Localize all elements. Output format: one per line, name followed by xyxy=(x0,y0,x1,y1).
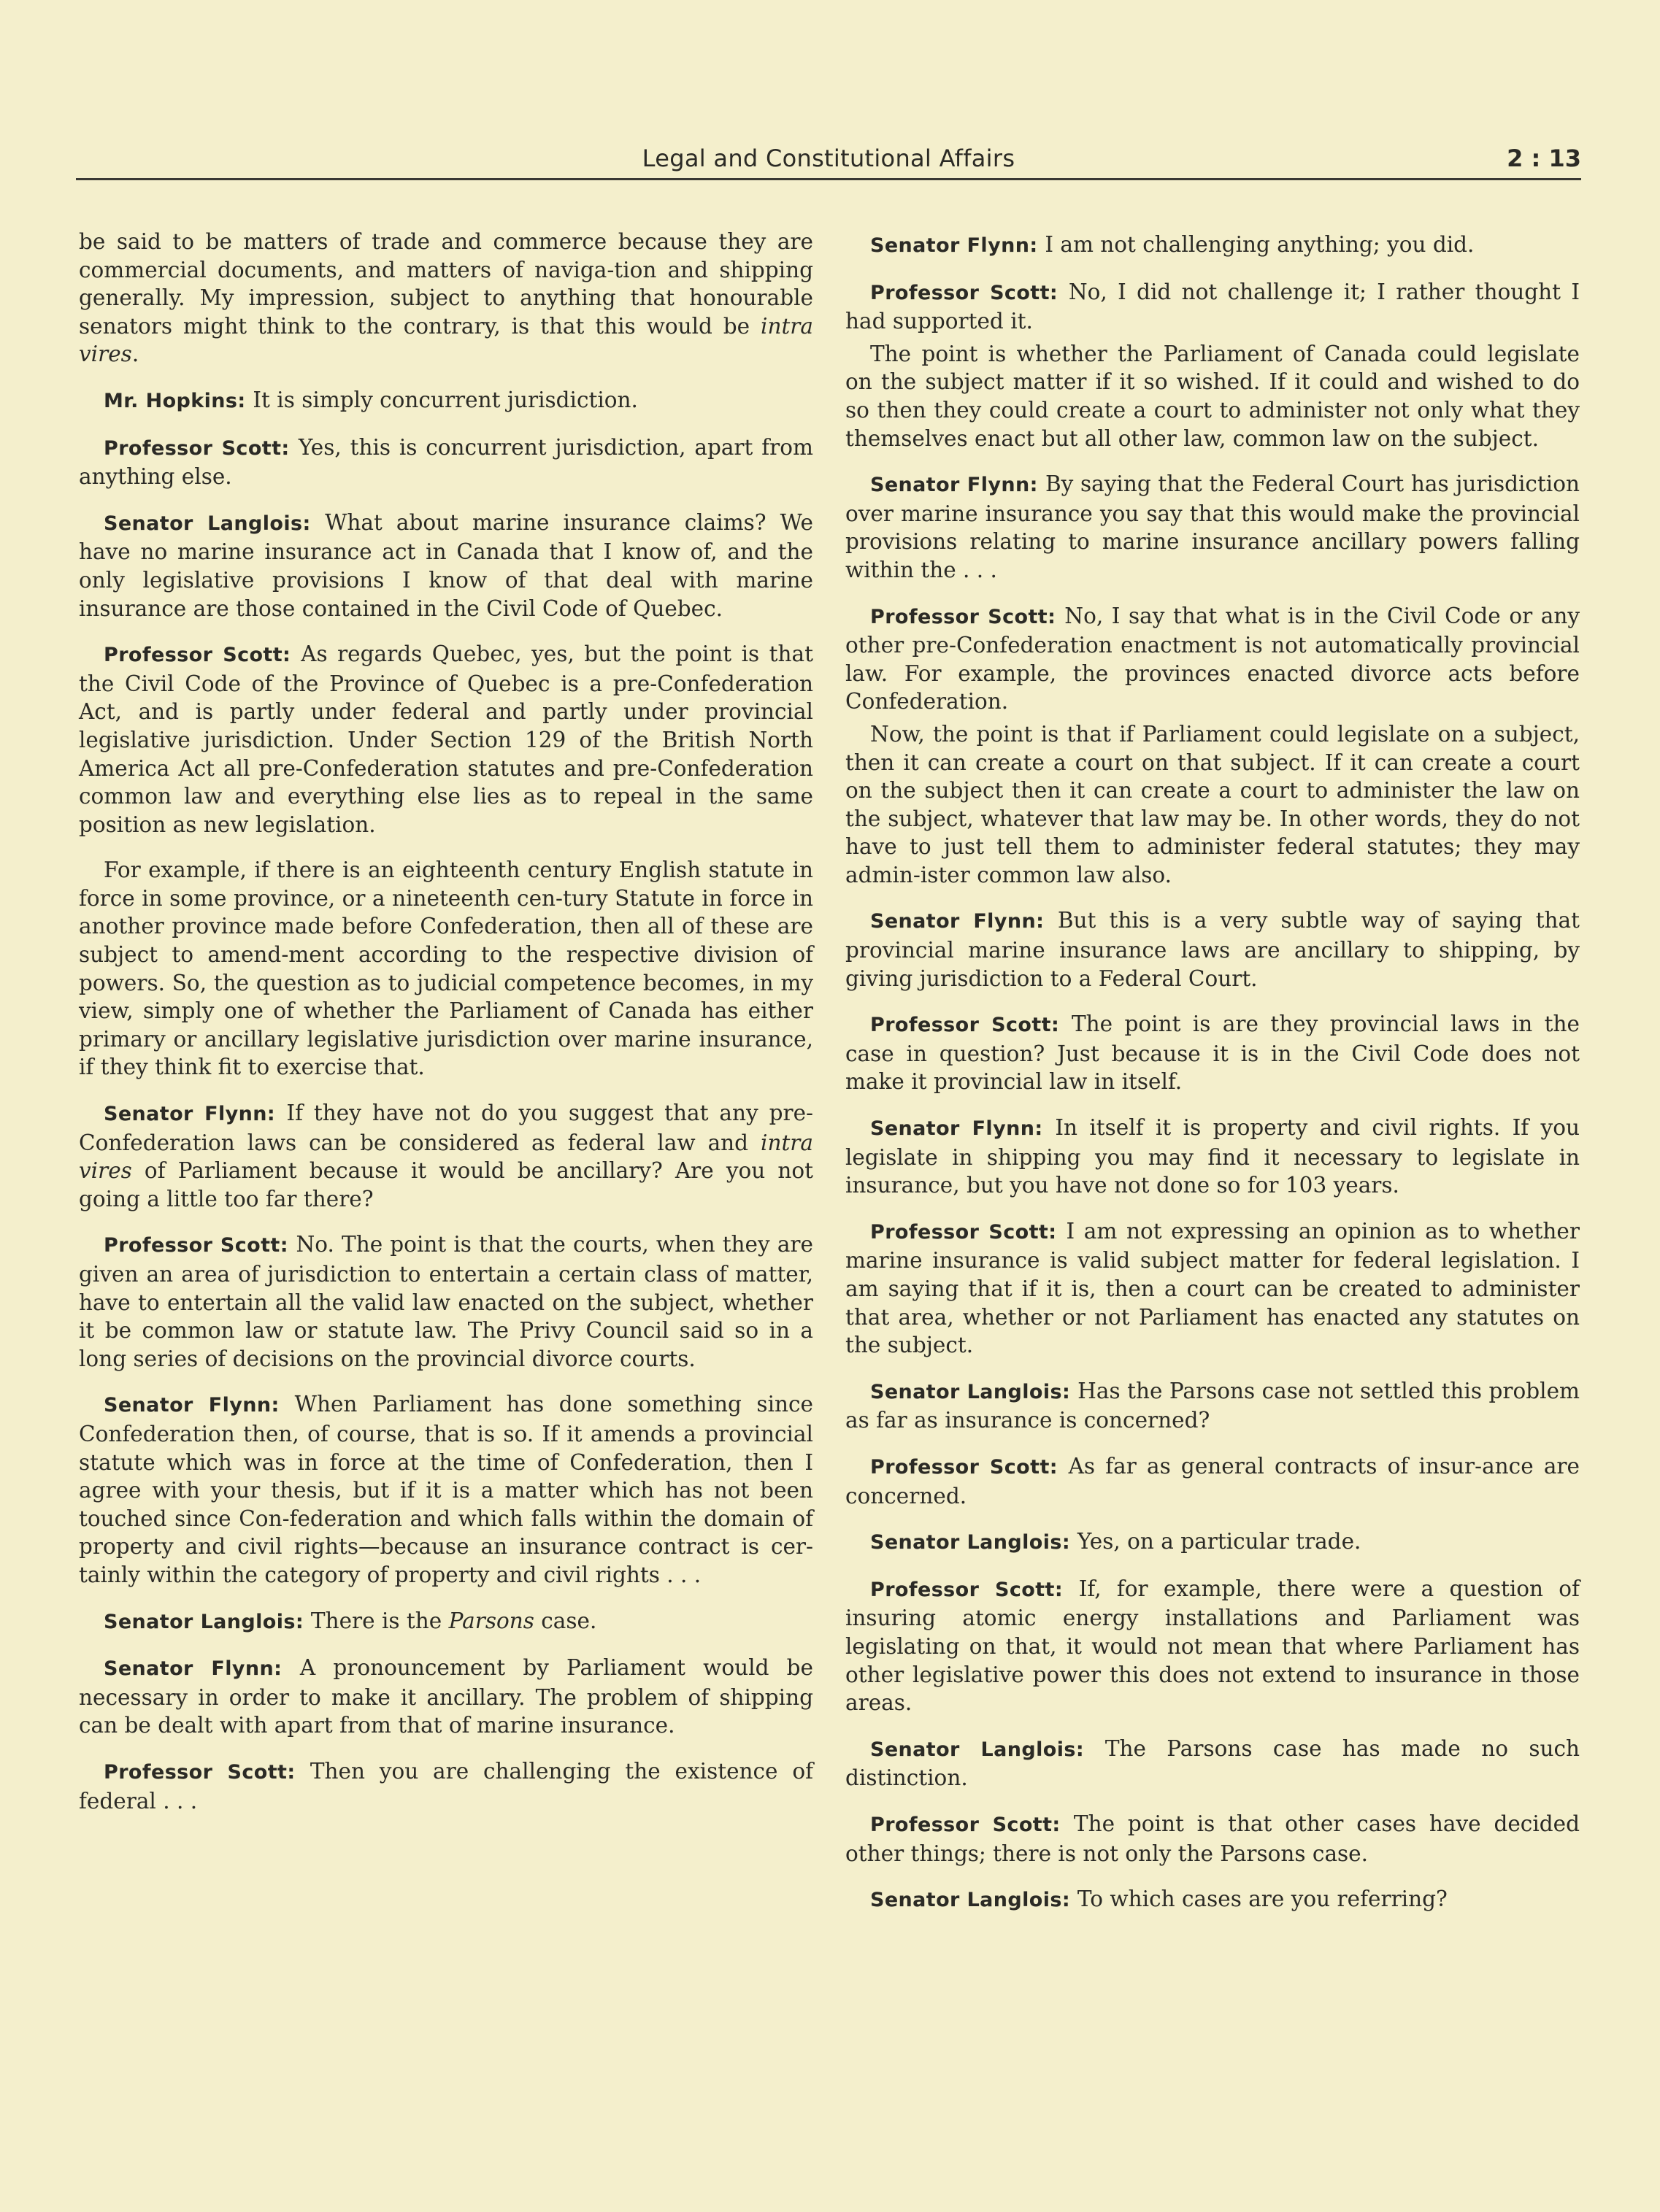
speaker-name: Senator Flynn: xyxy=(104,1657,283,1681)
paragraph: The point is whether the Parliament of Canada could legislate on the subject matter if it so wished. If it could and wished to do so then they could create a court to administer not only what they themselves enact but all other law, common law on the subject. xyxy=(845,341,1580,451)
speaker-name: Senator Langlois: xyxy=(870,1889,1071,1912)
speaker-name: Professor Scott: xyxy=(870,1813,1061,1836)
paragraph: Senator Langlois: To which cases are you referring? xyxy=(870,1887,1448,1912)
paragraph: Senator Langlois: Yes, on a particular trade. xyxy=(870,1529,1361,1554)
speaker-name: Senator Flynn: xyxy=(870,910,1045,933)
speaker-name: Professor Scott: xyxy=(870,605,1056,628)
speaker-name: Senator Langlois: xyxy=(104,1610,304,1633)
paragraph: Senator Langlois: What about marine insurance claims? We have no marine insurance act in Canada that I know of, and the only legislative provisions I know of that deal with marine insurance are those contained in the Civil Code of Quebec. xyxy=(79,509,813,621)
speaker-name: Professor Scott: xyxy=(104,1234,288,1257)
speaker-name: Professor Scott: xyxy=(870,1220,1057,1244)
paragraph: Professor Scott: As far as general contracts of insur-ance are concerned. xyxy=(845,1453,1580,1508)
speaker-name: Professor Scott: xyxy=(870,1578,1064,1601)
paragraph: Professor Scott: If, for example, there were a question of insuring atomic energy installations and Parliament was legislating on that, it would not mean that where Parliament has other legislative power this does not extend to insurance in those areas. xyxy=(845,1576,1580,1716)
paragraph: Senator Langlois: Has the Parsons case not settled this problem as far as insurance is concerned? xyxy=(845,1378,1580,1433)
paragraph: Professor Scott: Then you are challenging the existence of federal . . . xyxy=(79,1758,813,1814)
speaker-name: Mr. Hopkins: xyxy=(104,389,246,412)
paragraph: Professor Scott: Yes, this is concurrent jurisdiction, apart from anything else. xyxy=(79,434,813,490)
paragraph: Senator Langlois: There is the Parsons case. xyxy=(104,1608,597,1633)
paragraph: Senator Flynn: I am not challenging anything; you did. xyxy=(870,232,1475,257)
speaker-name: Professor Scott: xyxy=(104,644,291,667)
header-title: Legal and Constitutional Affairs xyxy=(642,144,1015,172)
speaker-name: Senator Flynn: xyxy=(870,234,1038,257)
paragraph: Senator Flynn: But this is a very subtle way of saying that provincial marine insurance laws are ancillary to shipping, by giving jurisdiction to a Federal Court. xyxy=(845,908,1580,991)
speaker-name: Professor Scott: xyxy=(870,281,1058,304)
right-column xyxy=(845,231,1580,1932)
speaker-name: Senator Flynn: xyxy=(104,1103,276,1126)
paragraph: Senator Flynn: If they have not do you suggest that any pre-Confederation laws can be considered as federal law and intra vires of Parliament because it would be ancillary? Are you not going a little too far there? xyxy=(79,1101,813,1211)
speaker-name: Professor Scott: xyxy=(870,1014,1060,1037)
paragraph: Professor Scott: The point is that other cases have decided other things; there is not only the Parsons case. xyxy=(845,1811,1580,1866)
speaker-name: Professor Scott: xyxy=(104,436,290,460)
speaker-name: Senator Langlois: xyxy=(870,1380,1071,1403)
paragraph: Professor Scott: No, I say that what is in the Civil Code or any other pre-Confederation enactment is not automatically provincial law. For example, the provinces enacted divorce acts before Confederation. xyxy=(845,603,1580,714)
paragraph: Professor Scott: No, I did not challenge it; I rather thought I had supported it. xyxy=(845,279,1580,334)
paragraph: Professor Scott: The point is are they provincial laws in the case in question? Just because it is in the Civil Code does not make it provincial law in itself. xyxy=(845,1011,1580,1095)
paragraph: Mr. Hopkins: It is simply concurrent jurisdiction. xyxy=(104,387,638,412)
paragraph: Senator Langlois: The Parsons case has made no such distinction. xyxy=(845,1735,1580,1791)
paragraph: Senator Flynn: A pronouncement by Parliament would be necessary in order to make it ancillary. The problem of shipping can be dealt with apart from that of marine insurance. xyxy=(79,1655,813,1738)
paragraph: Professor Scott: I am not expressing an opinion as to whether marine insurance is valid subject matter for federal legislation. I am saying that if it is, then a court can be created to administer that area, whether or not Parliament has enacted any statutes on the subject. xyxy=(845,1218,1580,1358)
paragraph: Now, the point is that if Parliament could legislate on a subject, then it can create a court on that subject. If it can create a court on the subject then it can create a court to administer the law on the subject, whatever that law may be. In other words, they do not have to just tell them to administer federal statutes; they may admin-ister common law also. xyxy=(845,721,1580,887)
paragraph: Professor Scott: No. The point is that the courts, when they are given an area of jurisdiction to entertain a certain class of matter, have to entertain all the valid law enacted on the subject, whether it be common law or statute law. The Privy Council said so in a long series of decisions on the provincial divorce courts. xyxy=(79,1232,813,1371)
speaker-name: Senator Langlois: xyxy=(870,1531,1071,1554)
paragraph: Senator Flynn: By saying that the Federal Court has jurisdiction over marine insurance you say that this would make the provincial provisions relating to marine insurance ancillary powers falling within the . . . xyxy=(845,471,1580,582)
paragraph: Professor Scott: As regards Quebec, yes, but the point is that the Civil Code of the Province of Quebec is a pre-Confederation Act, and is partly under federal and partly under provincial legislative jurisdiction. Under Section 129 of the British North America Act all pre-Confederation statutes and pre-Confederation common law and everything else lies as to repeal in the same position as new legislation. xyxy=(79,641,813,837)
speaker-name: Senator Langlois: xyxy=(104,512,311,535)
speaker-name: Senator Langlois: xyxy=(870,1738,1085,1761)
speaker-name: Professor Scott: xyxy=(104,1760,296,1784)
paragraph: For example, if there is an eighteenth century English statute in force in some province, or a nineteenth cen-tury Statute in force in another province made before Confederation, then all of these are subject to amend-ment according to the respective division of powers. So, the question as to judicial competence becomes, in my view, simply one of whether the Parliament of Canada has either primary or ancillary legislative jurisdiction over marine insurance, if they think fit to exercise that. xyxy=(79,858,813,1080)
running-header xyxy=(76,143,1581,177)
speaker-name: Senator Flynn: xyxy=(870,474,1038,497)
speaker-name: Senator Flynn: xyxy=(870,1117,1043,1141)
left-column xyxy=(79,228,813,1833)
page-number: 2 : 13 xyxy=(1507,144,1581,172)
speaker-name: Senator Flynn: xyxy=(104,1394,280,1417)
header-rule xyxy=(76,178,1581,180)
paragraph: be said to be matters of trade and commerce because they are commercial documents, and matters of naviga-tion and shipping generally. My impression, subject to anything that honourable senators might think to the contrary, is that this would be intra vires. xyxy=(79,229,813,367)
paragraph: Senator Flynn: In itself it is property and civil rights. If you legislate in shipping you may find it necessary to legislate in insurance, but you have not done so for 103 years. xyxy=(845,1115,1580,1198)
paragraph: Senator Flynn: When Parliament has done something since Confederation then, of course, that is so. If it amends a provincial statute which was in force at the time of Confederation, then I agree with your thesis, but if it is a matter which has not been touched since Con-federation and which falls within the domain of property and civil rights—because an insurance contract is cer-tainly within the category of property and civil rights . . . xyxy=(79,1392,813,1587)
speaker-name: Professor Scott: xyxy=(870,1455,1058,1479)
